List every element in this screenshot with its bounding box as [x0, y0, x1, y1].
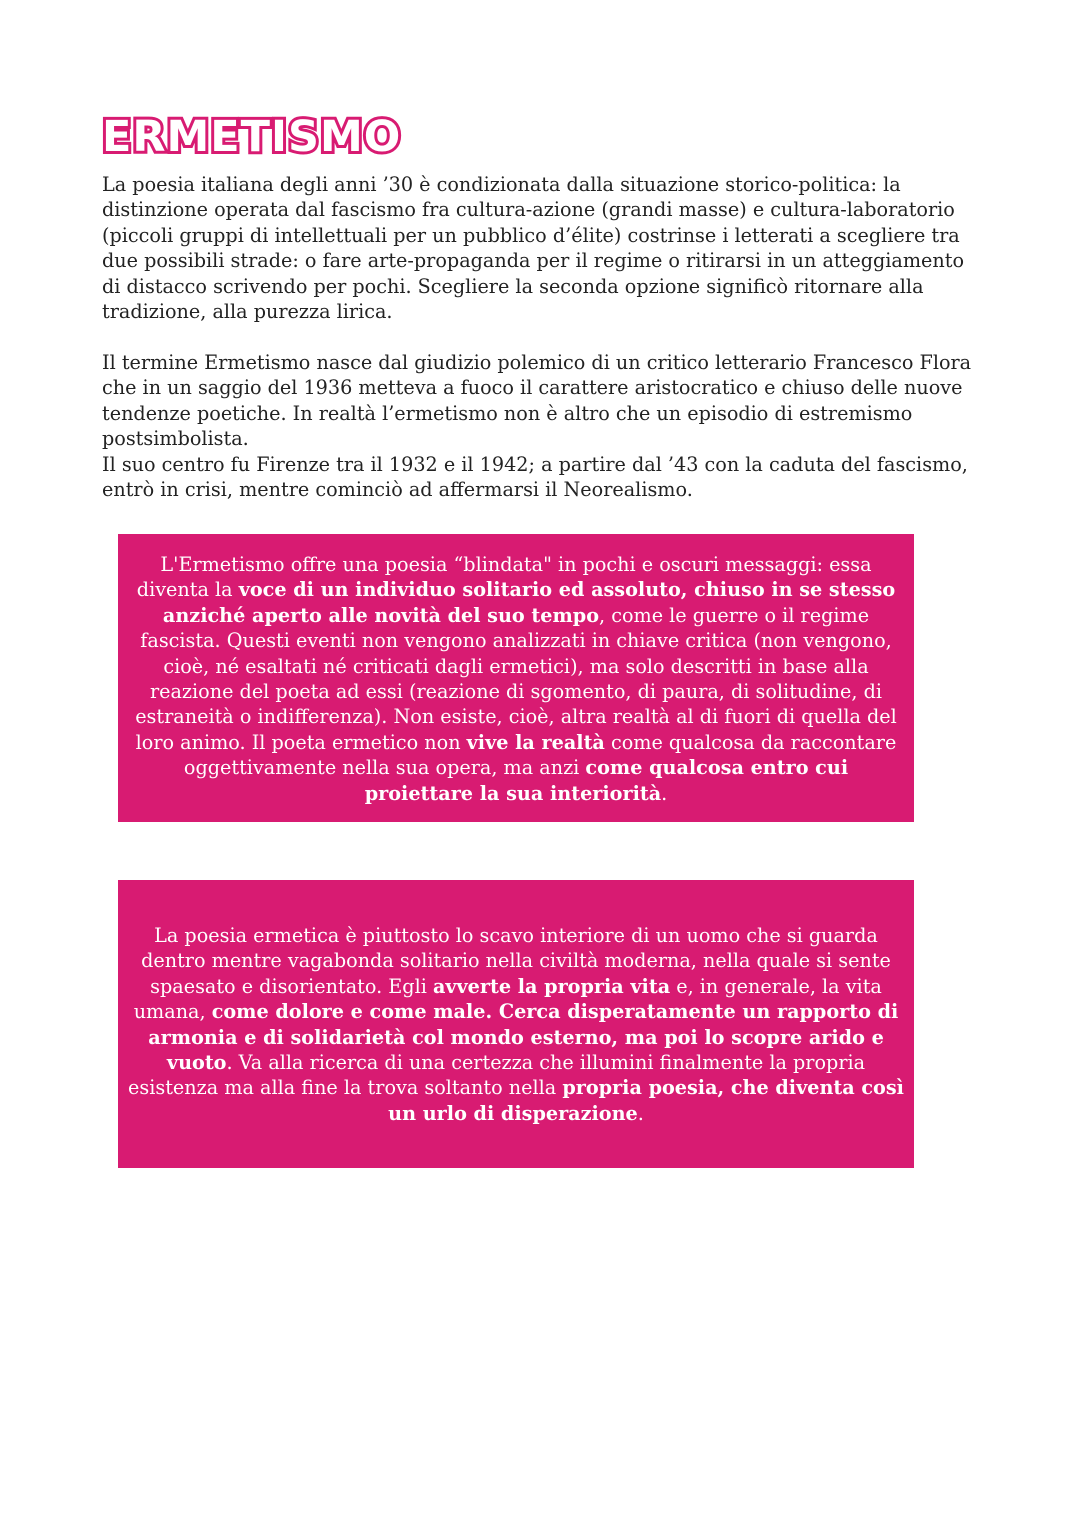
box-bold-run: avverte la propria vita: [432, 974, 671, 998]
highlight-box-poetry-text: [128, 552, 904, 806]
origin-paragraph: Il termine Ermetismo nasce dal giudizio polemico di un critico letterario Francesco Flora che in un saggio del 1936 metteva a fuoco il carattere aristocratico e chiuso delle nuove tendenze poetiche. In realtà l’ermetismo non è altro che un episodio di estremismo postsimbolista.: [102, 351, 972, 451]
box-text-run: come qualcosa da raccontare oggettivamente nella sua opera, ma anzi: [183, 730, 897, 780]
box-text-run: , come le guerre o il regime fascista. Questi eventi non vengono analizzati in chiave critica (non vengono, cioè, né esaltati né criticati dagli ermetici), ma solo descritti in base alla reazione del poeta ad essi (reazione di sgomento, di paura, di solitudine, di estraneità o indifferenza). Non esiste, cioè, altra realtà al di fuori di quella del loro animo. Il poeta ermetico non: [135, 603, 897, 754]
page-title: ERMETISMO: [102, 112, 402, 162]
box-text-run: .: [637, 1101, 644, 1125]
box-text-run: L'Ermetismo offre una poesia “blindata" in pochi e oscuri messaggi: essa diventa la: [136, 553, 872, 602]
box-bold-run: come dolore e come male. Cerca disperatamente un rapporto di armonia e di solidarietà col mondo esterno, ma poi lo scopre arido e vuoto: [148, 1000, 899, 1075]
intro-paragraph: La poesia italiana degli anni ’30 è condizionata dalla situazione storico-politica: la distinzione operata dal fascismo fra cultura-azione (grandi masse) e cultura-laboratorio (piccoli gruppi di intellettuali per un pubblico d’élite) costrinse i letterati a scegliere tra due possibili strade: o fare arte-propaganda per il regime o ritirarsi in un atteggiamento di distacco scrivendo per pochi. Scegliere la seconda opzione significò ritornare alla tradizione, alla purezza lirica.: [102, 173, 965, 324]
box-bold-run: propria poesia, che diventa così un urlo di disperazione: [388, 1076, 904, 1125]
box-text-run: .: [661, 781, 668, 805]
history-paragraph: Il suo centro fu Firenze tra il 1932 e il 1942; a partire dal ’43 con la caduta del fascismo, entrò in crisi, mentre cominciò ad affermarsi il Neorealismo.: [102, 453, 968, 502]
highlight-box-inner-search: [118, 880, 914, 1168]
box-text-run: . Va alla ricerca di una certezza che illumini finalmente la propria esistenza ma alla fine la trova soltanto nella: [128, 1051, 866, 1100]
highlight-box-poetry: [118, 534, 914, 822]
box-bold-run: voce di un individuo solitario ed assoluto, chiuso in se stesso anziché aperto alle novità del suo tempo: [162, 578, 896, 627]
box-text-run: La poesia ermetica è piuttosto lo scavo interiore di un uomo che si guarda dentro mentre vagabonda solitario nella civiltà moderna, nella quale si sente spaesato e disorientato. Egli: [141, 924, 891, 998]
box-text-run: e, in generale, la vita umana,: [133, 974, 882, 1024]
highlight-box-inner-search-text: [128, 923, 904, 1126]
box-bold-run: come qualcosa entro cui proiettare la sua interiorità: [364, 756, 849, 805]
box-bold-run: vive la realtà: [466, 730, 605, 754]
